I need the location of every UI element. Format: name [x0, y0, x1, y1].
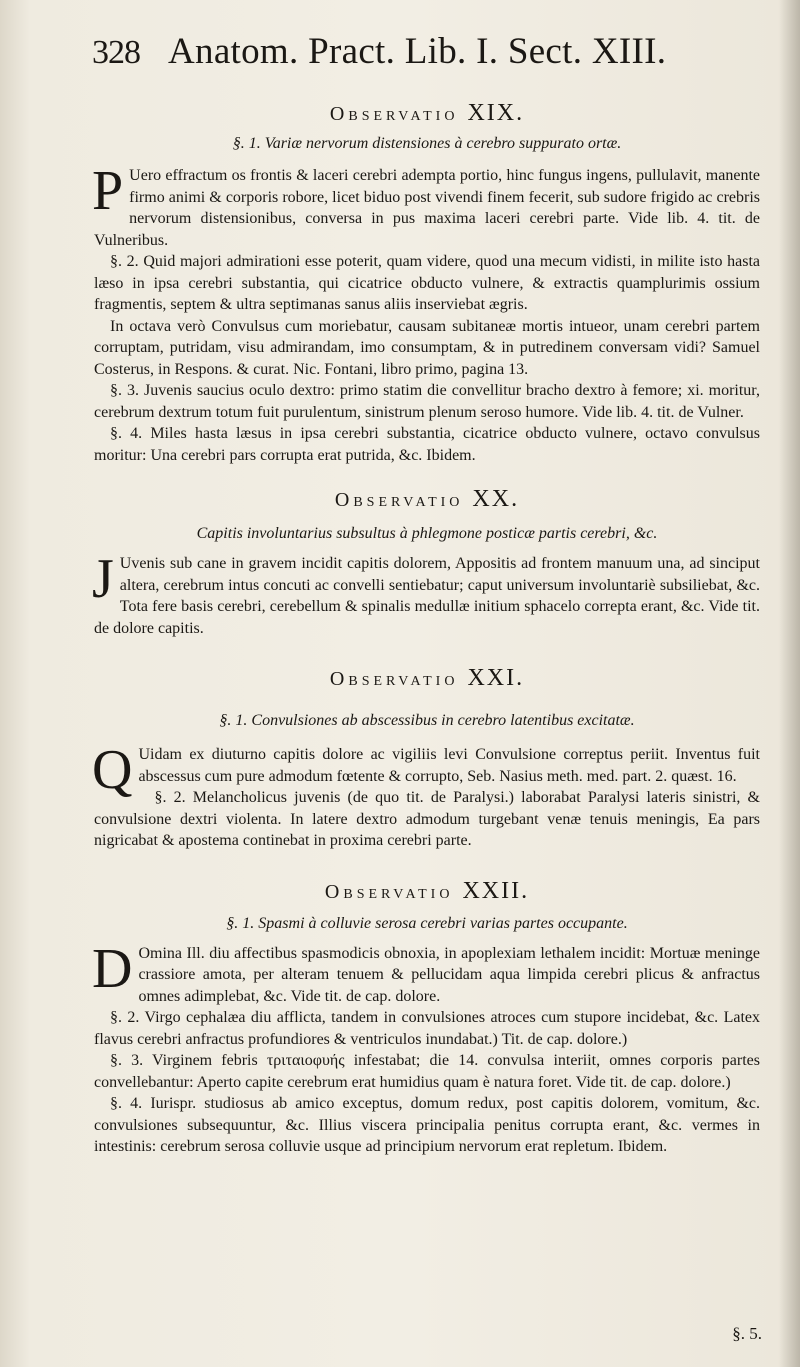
paragraph: [92, 160, 760, 251]
observation-number: XIX.: [467, 100, 525, 126]
paragraph-text: §. 2. Virgo cephalæa diu afflicta, tandem in convulsiones atroces cum stupore incidebat, &c. Latex flavus cerebri anfractus profundiores & ventriculos inundabat.) Tit. de cap. dolore.): [94, 1009, 760, 1048]
observation-body: [92, 937, 760, 1158]
observation-title-word: Observatio: [329, 668, 459, 690]
observation-number: XX.: [472, 486, 520, 512]
drop-capital: J: [92, 548, 114, 610]
page-content: [94, 100, 760, 1158]
drop-capital: P: [92, 160, 124, 222]
paragraph: [92, 548, 760, 639]
paragraph: [94, 1093, 760, 1158]
paragraph-text: §. 4. Miles hasta læsus in ipsa cerebri substantia, cicatrice obducto vulnere, octavo convulsus moritur: Una cerebri pars corrupta erat putrida, &c. Ibidem.: [94, 425, 760, 464]
page-gutter-shadow: [778, 0, 800, 1367]
drop-capital: Q: [92, 739, 133, 801]
paragraph-text: In octava verò Convulsus cum moriebatur, causam subitaneæ mortis intueor, unam cerebri partem corruptam, putridam, visu admirandam, imo consumptam, & in putredinem conversam vidi? Samuel Costerus, in Respons. & curat. Nic. Fontani, libro primo, pagina 13.: [94, 317, 760, 378]
paragraph: [94, 1007, 760, 1050]
paragraph-text: §. 2. Melancholicus juvenis (de quo tit. de Paralysi.) laborabat Paralysi lateris sinistri, & convulsione dextri violenta. In latere dextro admodum turgebant venæ tenuis meningis, Ea pars nigricabat & apostema continebat in proxima cerebri parte.: [94, 789, 760, 849]
observation-title: [94, 100, 760, 127]
paragraph: [92, 937, 760, 1008]
observation-title: [94, 486, 760, 513]
paragraph: [94, 380, 760, 423]
catchword: §. 5.: [732, 1324, 762, 1343]
observation-title: [94, 878, 760, 905]
observation-section: [94, 486, 760, 639]
page-number: 328: [92, 34, 140, 71]
observation-title-word: Observatio: [324, 880, 454, 903]
paragraph: [94, 316, 760, 381]
observation-body: [92, 739, 760, 852]
observation-body: [92, 160, 760, 466]
observation-subtitle: Capitis involuntarius subsultus à phlegmone posticæ partis cerebri, &c.: [196, 525, 658, 542]
observation-subtitle: §. 1. Variæ nervorum distensiones à cerebro suppurato ortæ.: [232, 135, 622, 152]
observation-number: XXII.: [462, 877, 530, 904]
observation-section: [94, 878, 760, 1158]
paragraph: [94, 1050, 760, 1093]
paragraph-text: Uero effractum os frontis & laceri cerebri adempta portio, hinc fungus ingens, pullulavit, manente firmo animi & corporis robore, licet biduo post vivendi finem fecerit, sub sudore frigido ac crebris nervorum distensionibus, conversa in pus maxima laceri cerebri parte. Vide lib. 4. tit. de Vulneribus.: [94, 167, 760, 249]
paragraph: [92, 739, 760, 801]
observation-section: [94, 100, 760, 466]
paragraph-text: Uvenis sub cane in gravem incidit capitis dolorem, Appositis ad frontem manuum una, ad sinciput altera, cerebrum intus concuti ac convelli sentiebatur; caput universum involuntariè subsiliebat, &c. Tota fere basis cerebri, cerebellum & spinalis medullæ initium sphacelo correpta erant, &c. Vide tit. de dolore capitis.: [94, 555, 760, 637]
paragraph-text: §. 3. Virginem febris τριταιοφυής infestabat; die 14. convulsa interiit, omnes corporis partes convellebantur: Aperto capite cerebrum erat humidius quam è natura foret. Vide tit. de cap. dolore.): [94, 1052, 760, 1091]
paragraph-text: §. 2. Quid majori admirationi esse poterit, quam videre, quod una mecum vidisti, in milite isto hasta læso in ipsa cerebri substantia, qui cicatrice obducto vulnere, & extractis quamplurimis ossium fragmentis, septem & ultra septimanas sanus aliis inserviebat ægris.: [94, 253, 760, 313]
paragraph: [94, 787, 760, 852]
observation-number: XXI.: [467, 665, 525, 691]
observation-subtitle: §. 1. Spasmi à colluvie serosa cerebri varias partes occupante.: [226, 914, 628, 932]
page-header: [94, 30, 760, 80]
observation-title: [94, 665, 760, 692]
paragraph-text: §. 4. Iurispr. studiosus ab amico exceptus, domum redux, post capitis dolorem, vomitum, &c. convulsiones subsequuntur, &c. Illius viscera principalia penitus corrupta erant, &c. vermes in intestinis: cerebrum serosa colluvie usque ad principium nervorum erat repletum. Ibidem.: [94, 1095, 760, 1155]
observation-section: [94, 665, 760, 852]
paragraph-text: Omina Ill. diu affectibus spasmodicis obnoxia, in apoplexiam lethalem incidit: Mortuæ meninge crassiore amota, per alteram tenuem & pellucidam aqua limpida cerebri plicus & anfractus omnes adimplebat, &c. Vide tit. de cap. dolore.: [138, 944, 760, 1005]
paragraph: [94, 423, 760, 466]
paragraph-text: Uidam ex diuturno capitis dolore ac vigiliis levi Convulsione correptus periit. Inventus fuit abscessus cum pure admodum fœtente & corrupto, Seb. Nasius meth. med. part. 2. quæst. 16.: [138, 746, 760, 785]
observation-body: [92, 548, 760, 639]
observation-title-word: Observatio: [329, 103, 459, 125]
observation-title-word: Observatio: [334, 489, 464, 511]
paragraph: [94, 251, 760, 316]
paragraph-text: §. 3. Juvenis saucius oculo dextro: primo statim die convellitur bracho dextro à femore; xi. moritur, cerebrum dextrum totum fuit purulentum, sinistrum plenum seroso humore. Vide lib. 4. tit. de Vulner.: [94, 382, 760, 421]
drop-capital: D: [92, 937, 133, 1000]
running-head: Anatom. Pract. Lib. I. Sect. XIII.: [168, 31, 667, 72]
observation-subtitle: §. 1. Convulsiones ab abscessibus in cerebro latentibus excitatæ.: [219, 712, 635, 729]
